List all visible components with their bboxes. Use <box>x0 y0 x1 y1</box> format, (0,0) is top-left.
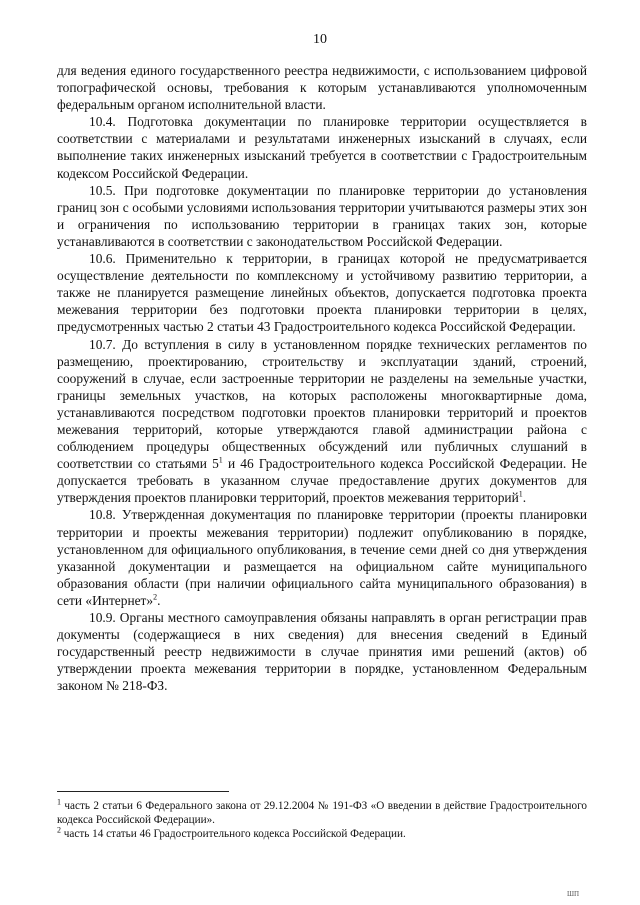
footnote-ref: 1 <box>218 455 223 465</box>
document-body <box>57 62 587 694</box>
footnotes <box>57 799 587 841</box>
paragraph-10-4: 10.4. Подготовка документации по планировке территории осуществляется в соответствии с материалами и результатами инженерных изысканий в случаях, если выполнение таких инженерных изысканий требуется в соответствии с Градостроительным кодексом Российской Федерации. <box>57 114 587 181</box>
paragraph-continuation: для ведения единого государственного реестра недвижимости, с использованием цифровой топографической основы, требования к которым устанавливаются уполномоченным федеральным органом исполнительной власти. <box>57 63 587 113</box>
footnote-separator <box>57 791 229 792</box>
paragraph-10-7-part-b: и 46 Градостроительного кодекса Российской Федерации. Не допускается требовать в указанном случае предоставление других документов для утверждения проектов планировки территорий, проектов межевания территорий <box>57 456 587 506</box>
footnote-text: часть 2 статьи 6 Федерального закона от 29.12.2004 № 191-ФЗ «О введении в действие Градостроительного кодекса Российской Федерации». <box>57 800 587 826</box>
footnote-1 <box>57 799 587 827</box>
paragraph-10-7 <box>57 336 587 507</box>
footnote-text: часть 14 статьи 46 Градостроительного кодекса Российской Федерации. <box>61 828 406 840</box>
paragraph-10-6: 10.6. Применительно к территории, в границах которой не предусматривается осуществление деятельности по комплексному и устойчивому развитию территории, а также не планируется размещение линейных объектов, допускается подготовка проекта межевания территории без подготовки проекта планировки территории в целях, предусмотренных частью 2 статьи 43 Градостроительного кодекса Российской Федерации. <box>57 251 587 335</box>
corner-mark: ШП <box>567 890 580 898</box>
footnote-mark: 2 <box>57 825 61 835</box>
paragraph-10-9: 10.9. Органы местного самоуправления обязаны направлять в орган регистрации прав документы (содержащиеся в них сведения) для внесения сведений в Единый государственный реестр недвижимости в случае принятия ими решений (актов) об утверждении проекта межевания территории в порядке, установленном Федеральным законом № 218-ФЗ. <box>57 610 587 694</box>
paragraph-10-5: 10.5. При подготовке документации по планировке территории до установления границ зон с особыми условиями использования территории учитываются размеры этих зон и ограничения по использованию территории в границах таких зон, которые устанавливаются в соответствии с законодательством Российской Федерации. <box>57 182 587 249</box>
footnote-mark: 1 <box>57 797 61 807</box>
paragraph-10-8 <box>57 506 587 609</box>
paragraph-10-7-part-a: 10.7. До вступления в силу в установленном порядке технических регламентов по размещению, проектированию, строительству и эксплуатации зданий, строений, сооружений в случае, если застроенные территории не разделены на земельные участки, границы земельных участков, на которых расположены многоквартирные дома, устанавливаются посредством подготовки проектов планировки территорий и проектов межевания территорий, которые утверждаются главой администрации района с соблюдением процедуры общественных обсуждений или публичных слушаний в соответствии со статьями 5 <box>57 336 587 472</box>
page-number: 10 <box>313 32 327 47</box>
paragraph-10-8-part-b: . <box>157 592 161 608</box>
footnote-ref-2: 2 <box>153 592 158 602</box>
footnote-ref-1: 1 <box>518 489 523 499</box>
paragraph-10-7-part-c: . <box>522 490 527 506</box>
paragraph-10-8-part-a: 10.8. Утвержденная документация по планировке территории (проекты планировки территории и проекты межевания территории) подлежит опубликованию в порядке, установленном для официального опубликования, в течение семи дней со дня утверждения указанной документации и размещается на официальном сайте муниципального образования области (при наличии официального сайта муниципального образования) в сети «Интернет» <box>57 507 587 608</box>
footnote-2 <box>57 827 587 841</box>
